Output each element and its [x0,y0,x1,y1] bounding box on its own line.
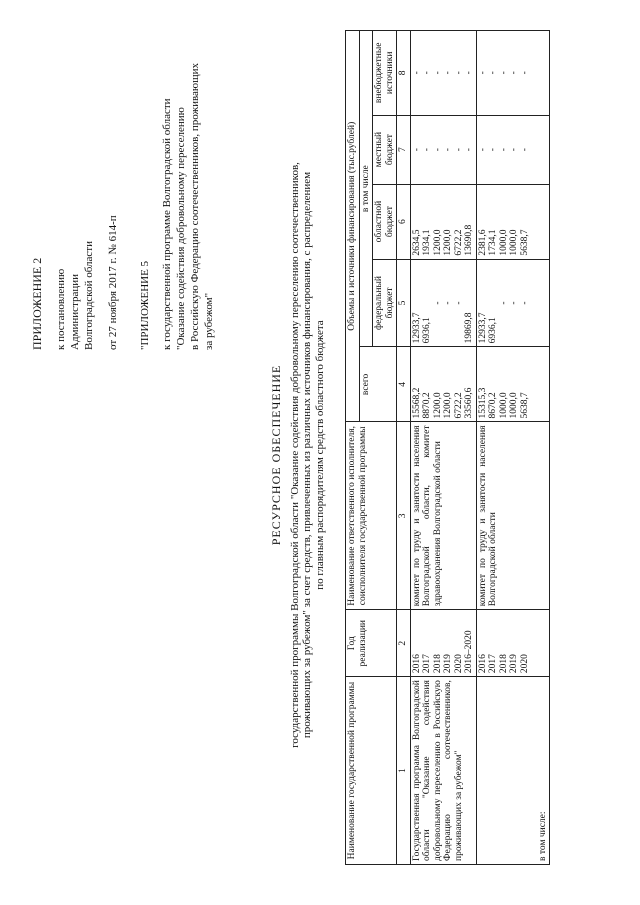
including-extra-values [476,31,550,116]
value-cell: 1934,1 [422,229,432,256]
value-cell: - [488,148,498,152]
including-regional-values [476,184,550,259]
header-local: местный бюджет [373,115,397,184]
appendix-5-text [160,30,216,350]
value-cell: - [411,71,422,75]
extra-values [410,31,476,116]
value-cell: 1000,0 [509,392,519,419]
year-cell: 2018 [432,654,443,674]
appendix-date-line: от 27 ноября 2017 г. № 614-п [107,215,119,350]
program-executor: комитет по труду и занятости населения Волгоградской области, комитет здравоохранения Волгоградской области [410,422,476,610]
value-cell: 13690,8 [464,224,474,256]
appendix-2-title: ПРИЛОЖЕНИЕ 2 [30,257,44,350]
year-cell: 2017 [488,654,498,674]
value-cell: 2381,6 [477,229,488,256]
local-values [410,115,476,184]
value-cell: - [432,71,443,75]
value-cell: - [453,148,464,152]
value-cell: 15315,3 [477,387,488,419]
value-cell: 1000,0 [509,229,519,256]
program-name: Государственная программа Волгоградской области "Оказание содействия добровольному переселению в Российскую Федерацию соотечественников, проживающих за рубежом" [410,677,476,865]
value-cell: - [509,71,519,75]
value-cell: - [432,148,443,152]
value-cell: - [411,148,422,152]
header-volumes: Объемы и источники финансирования (тыс.рублей) [346,31,360,422]
value-cell: 19869,8 [464,312,474,344]
col-number-7: 7 [397,115,411,184]
table-row [410,31,476,865]
year-cell: 2016–2020 [464,630,474,674]
col-number-4: 4 [397,347,411,422]
value-cell: - [464,71,474,75]
col-number-2: 2 [397,610,411,677]
col-number-1: 1 [397,677,411,865]
value-cell: - [422,71,432,75]
value-cell: 12933,7 [411,312,422,344]
appendix-2-block [30,30,216,350]
value-cell: 15568,2 [411,387,422,419]
appendix-5-line-1: к государственной программе Волгоградской области [161,98,173,350]
col-number-6: 6 [397,184,411,259]
heading-line-2: проживающих за рубежом" за счет средств, привлеченных из различных источников финансирования, с распределением [301,171,313,739]
heading-main: РЕСУРСНОЕ ОБЕСПЕЧЕНИЕ [269,364,283,546]
value-cell: - [453,301,464,305]
value-cell: 1200,0 [432,229,443,256]
appendix-5-line-3: в Российскую Федерацию соотечественников, проживающих [189,63,201,350]
year-cell: 2016 [411,654,422,674]
value-cell: - [422,148,432,152]
header-executor: Наименование ответственного исполнителя, соисполнителя государственной программы [346,422,397,610]
header-total: всего [359,347,397,422]
value-cell: - [443,71,453,75]
program-years [410,610,476,677]
value-cell: 1000,0 [498,392,509,419]
value-cell: 5638,7 [519,392,530,419]
value-cell: - [498,301,509,305]
value-cell: 1200,0 [432,392,443,419]
value-cell: - [464,148,474,152]
col-number-5: 5 [397,259,411,347]
value-cell: 6936,1 [488,317,498,344]
including-executor: комитет по труду и занятости населения Волгоградской области [476,422,550,610]
regional-values [410,184,476,259]
value-cell: - [432,301,443,305]
appendix-administration: Администрации [69,273,81,350]
value-cell: 6936,1 [422,317,432,344]
value-cell: - [519,71,530,75]
value-cell: - [519,148,530,152]
value-cell: 1734,1 [488,229,498,256]
including-federal-values [476,259,550,347]
header-year: Год реализации [346,610,397,677]
appendix-to-decree: к постановлению [55,268,67,350]
appendix-region: Волгоградской области [83,241,95,350]
value-cell: 2634,5 [411,229,422,256]
value-cell: 8870,2 [422,392,432,419]
resource-table [345,30,550,865]
document-heading [270,85,326,825]
header-regional: областной бюджет [373,184,397,259]
including-local-values [476,115,550,184]
including-years [476,610,550,677]
value-cell: 1000,0 [498,229,509,256]
appendix-5-line-2: "Оказание содействия добровольному переселению [175,107,187,350]
value-cell: 8670,2 [488,392,498,419]
header-federal: федеральный бюджет [373,259,397,347]
year-cell: 2016 [477,654,488,674]
col-number-3: 3 [397,422,411,610]
total-values [410,347,476,422]
value-cell: 1200,0 [443,392,453,419]
year-cell: 2020 [453,654,464,674]
value-cell: - [519,301,530,305]
value-cell: 5638,7 [519,229,530,256]
value-cell: 12933,7 [477,312,488,344]
header-extra: внебюджетные источники [373,31,397,116]
value-cell: - [443,301,453,305]
heading-line-1: государственной программы Волгоградской области "Оказание содействия добровольному переселению соотечественников, [288,162,301,748]
value-cell: - [498,71,509,75]
year-cell: 2018 [498,654,509,674]
including-total-values [476,347,550,422]
value-cell: - [477,148,488,152]
including-text: в том числе: [537,811,548,861]
appendix-5-title: "ПРИЛОЖЕНИЕ 5 [139,260,151,350]
including-label [476,677,550,865]
year-cell: 2019 [509,654,519,674]
header-name: Наименование государственной программы [346,677,397,865]
value-cell: 6722,2 [453,229,464,256]
year-cell: 2019 [443,654,453,674]
col-number-8: 8 [397,31,411,116]
value-cell: - [443,148,453,152]
value-cell: - [477,71,488,75]
table-row [476,31,550,865]
value-cell: 33560,6 [464,387,474,419]
value-cell: - [453,71,464,75]
value-cell: - [509,301,519,305]
federal-values [410,259,476,347]
appendix-5-line-4: за рубежом" [203,292,215,350]
header-including: в том числе [359,31,373,347]
value-cell: 1200,0 [443,229,453,256]
value-cell: - [509,148,519,152]
year-cell: 2020 [519,654,530,674]
value-cell: - [498,148,509,152]
value-cell: - [488,71,498,75]
year-cell: 2017 [422,654,432,674]
value-cell: 6722,2 [453,392,464,419]
heading-line-3: по главным распорядителям средств областного бюджета [313,320,326,590]
